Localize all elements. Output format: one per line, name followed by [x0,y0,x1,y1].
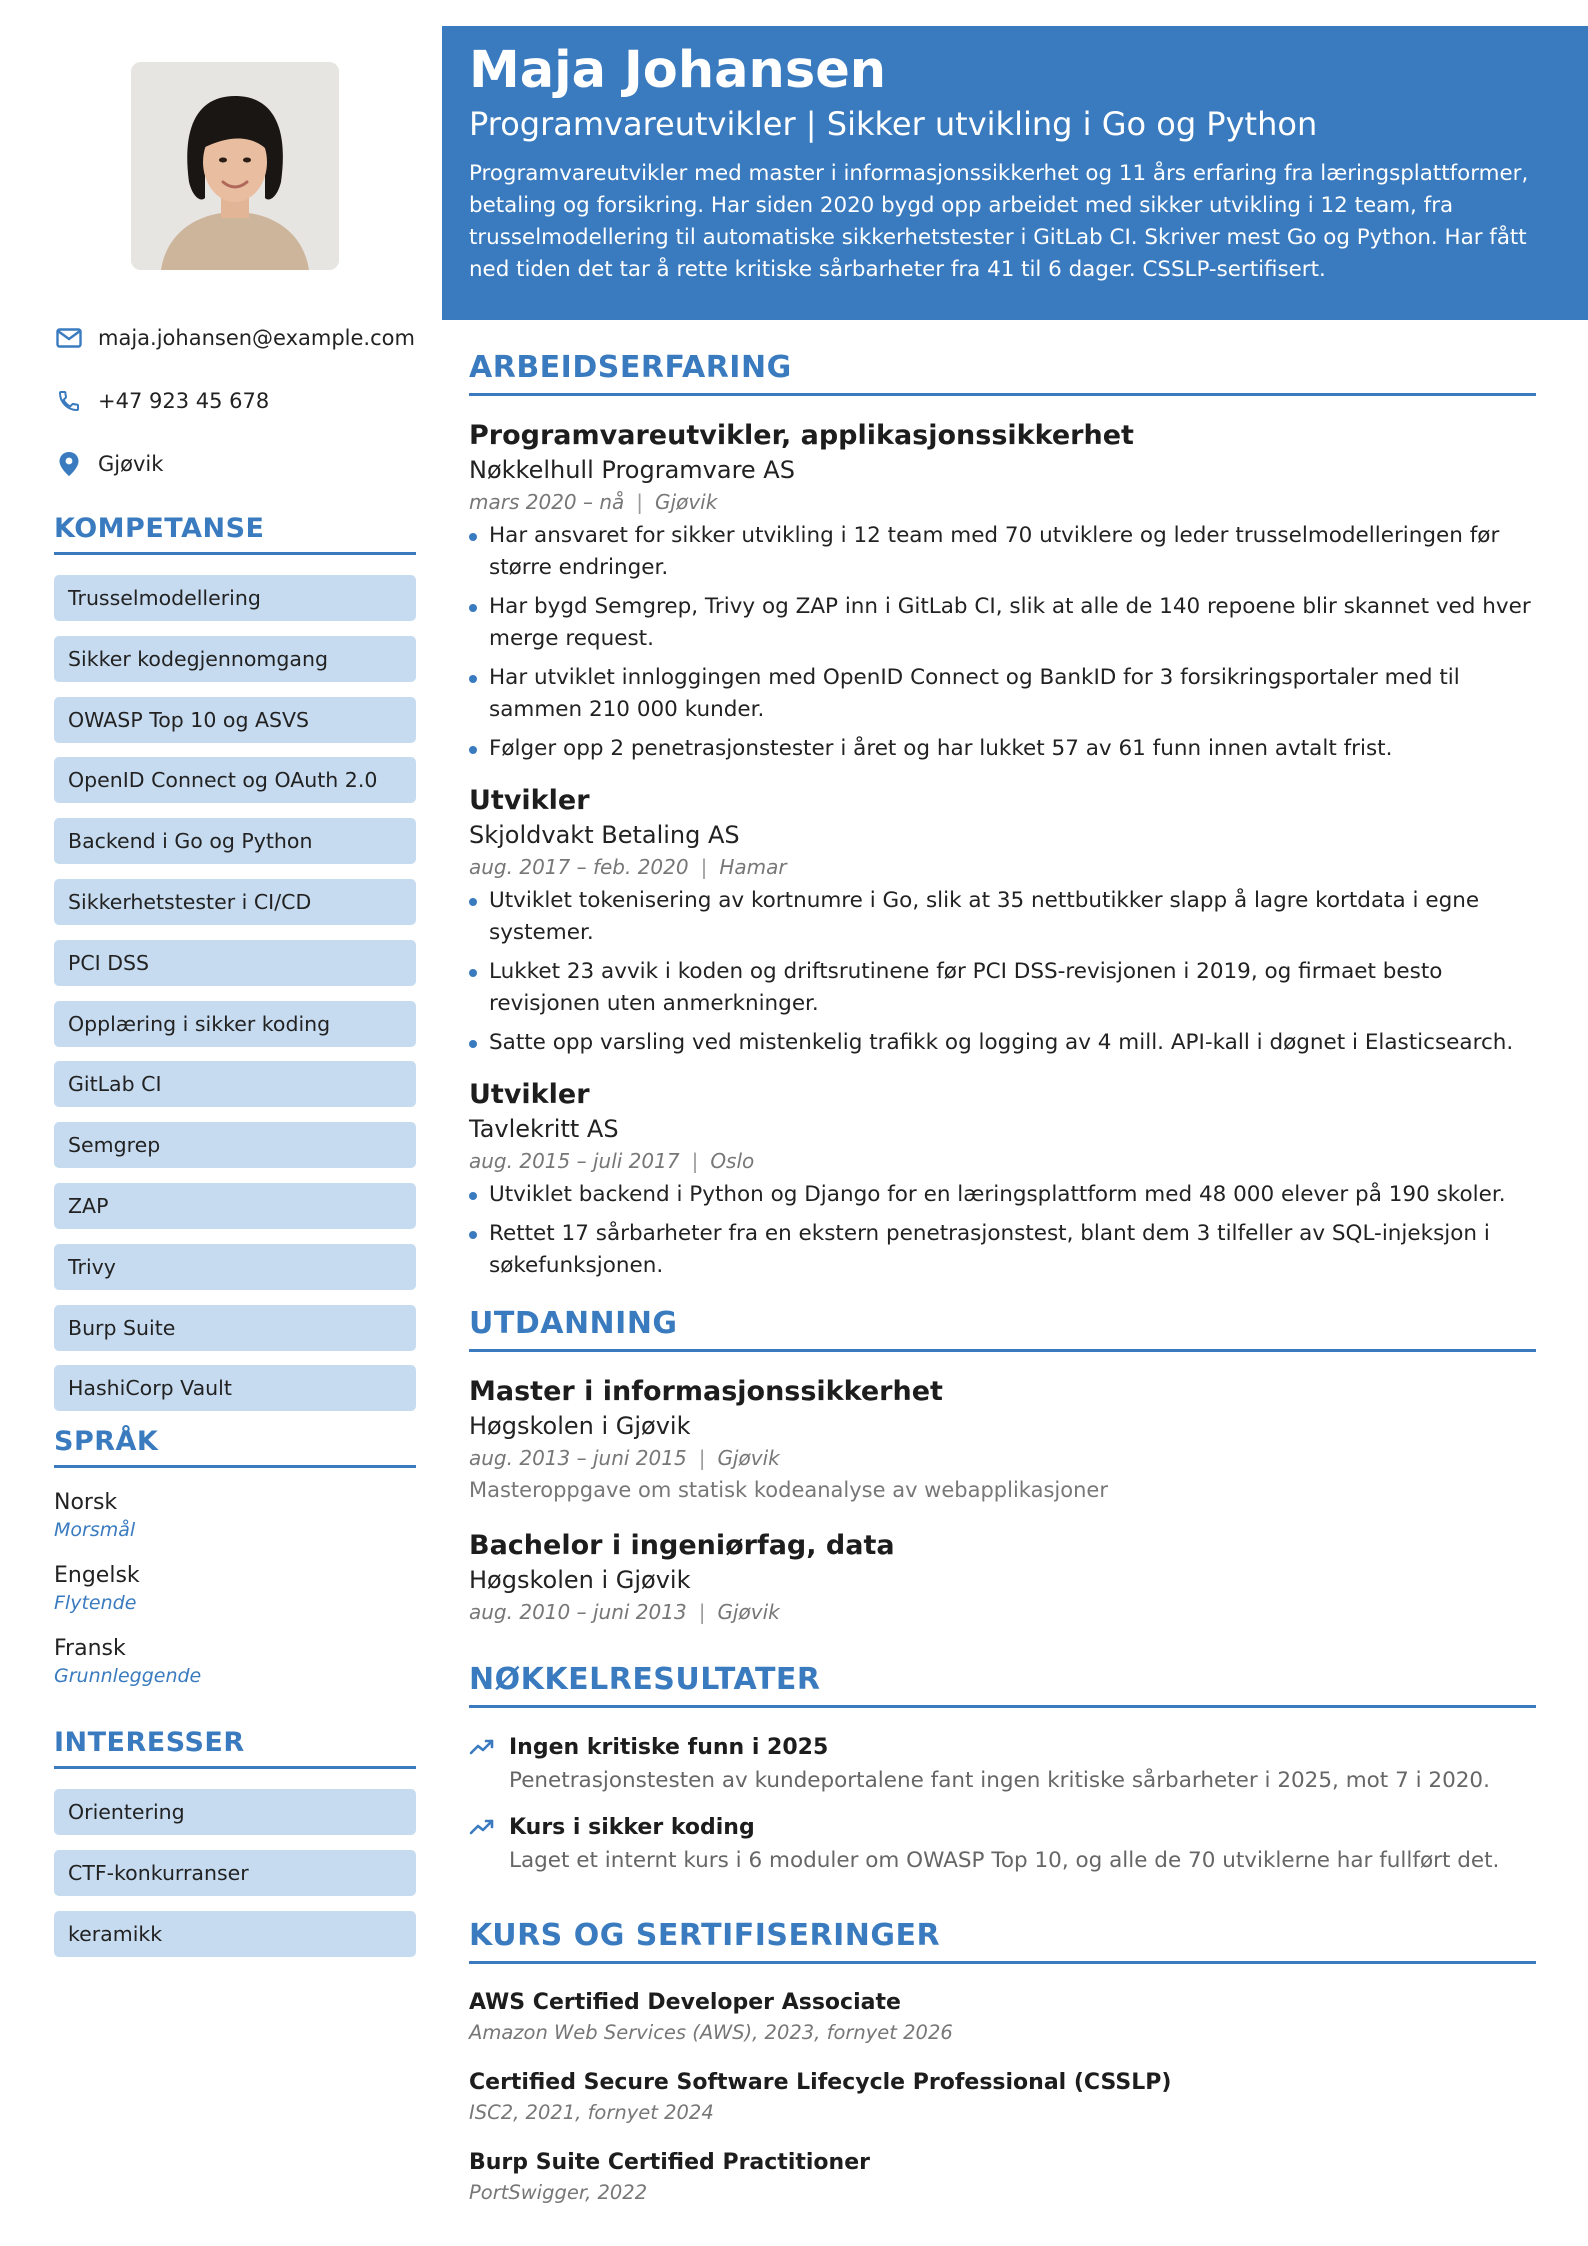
job-entry [469,418,1536,765]
language-level: Flytende [54,1592,137,1615]
job-bullet: Har ansvaret for sikker utvikling i 12 team med 70 utviklere og leder trusselmodelleringen før større endringer. [469,520,1536,584]
languages-heading: SPRÅK [54,1426,416,1468]
education-location: Gjøvik [717,1600,780,1624]
education-entry [469,1528,1536,1628]
job-entry [469,783,1536,1059]
job-title: Utvikler [469,1079,590,1110]
language-item [54,1490,416,1541]
result-title: Kurs i sikker koding [509,1815,755,1840]
certifications-heading: KURS OG SERTIFISERINGER [469,1918,1536,1964]
skill-chip: OpenID Connect og OAuth 2.0 [54,757,416,803]
contact-phone[interactable] [54,369,416,432]
job-bullet: Rettet 17 sårbarheter fra en ekstern penetrasjonstest, blant dem 3 tilfeller av SQL-injeksjon i søkefunksjonen. [469,1218,1536,1282]
education-meta [469,1596,1536,1628]
degree-title: Master i informasjonssikkerhet [469,1376,943,1407]
skill-chip: OWASP Top 10 og ASVS [54,697,416,743]
skill-chip: GitLab CI [54,1061,416,1107]
experience-section [469,350,1536,1282]
certification-meta: Amazon Web Services (AWS), 2023, fornyet 2026 [469,2021,953,2044]
certification-name: Certified Secure Software Lifecycle Professional (CSSLP) [469,2070,1172,2095]
certifications-section [469,1918,1536,2208]
skill-chip: Trusselmodellering [54,575,416,621]
job-bullet: Følger opp 2 penetrasjonstester i året og har lukket 57 av 61 funn innen avtalt frist. [469,733,1536,765]
job-period: mars 2020 – nå [469,490,625,514]
job-location: Oslo [710,1149,755,1173]
mail-icon [54,323,84,353]
meta-separator: | [698,1446,706,1470]
contact-location [54,432,416,495]
job-bullet: Har bygd Semgrep, Trivy og ZAP inn i GitLab CI, slik at alle de 140 repoene blir skannet ved hver merge request. [469,591,1536,655]
skills-heading: KOMPETANSE [54,513,416,555]
certification-name: AWS Certified Developer Associate [469,1990,901,2015]
result-item [469,1812,1536,1878]
phone-text: +47 923 45 678 [98,388,270,413]
job-period: aug. 2017 – feb. 2020 [469,855,689,879]
language-name: Engelsk [54,1563,140,1589]
key-results-heading: NØKKELRESULTATER [469,1662,1536,1708]
education-note: Masteroppgave om statisk kodeanalyse av webapplikasjoner [469,1478,1108,1502]
key-results-section [469,1662,1536,1878]
school-name: Høgskolen i Gjøvik [469,1412,691,1440]
sidebar [54,62,416,1972]
language-level: Grunnleggende [54,1665,202,1688]
meta-separator: | [636,490,644,514]
contact-email[interactable] [54,306,416,369]
skill-chip: Backend i Go og Python [54,818,416,864]
result-title: Ingen kritiske funn i 2025 [509,1735,829,1760]
job-company: Tavlekritt AS [469,1115,619,1143]
certification-meta: ISC2, 2021, fornyet 2024 [469,2101,714,2124]
profile-header [442,26,1588,320]
profile-photo [131,62,339,270]
education-period: aug. 2013 – juni 2015 [469,1446,687,1470]
main-content [469,350,1536,2208]
degree-title: Bachelor i ingeniørfag, data [469,1530,895,1561]
skill-chip: Burp Suite [54,1305,416,1351]
job-company: Nøkkelhull Programvare AS [469,456,795,484]
interests-list [54,1789,416,1957]
person-name: Maja Johansen [469,41,887,100]
certification-meta: PortSwigger, 2022 [469,2181,648,2204]
school-name: Høgskolen i Gjøvik [469,1566,691,1594]
skill-chip: Semgrep [54,1122,416,1168]
certification-item [469,1988,1536,2048]
job-bullets [469,885,1536,1059]
interest-chip: CTF-konkurranser [54,1850,416,1896]
result-item [469,1732,1536,1798]
result-text: Laget et internt kurs i 6 moduler om OWASP Top 10, og alle de 70 utviklerne har fullført det. [509,1848,1500,1873]
profile-summary: Programvareutvikler med master i informasjonssikkerhet og 11 års erfaring fra læringsplattformer, betaling og forsikring. Har siden 2020 bygd opp arbeidet med sikker utvikling i 12 team, fra trusselmodellering til automatiske sikkerhetstester i GitLab CI. Skriver mest Go og Python. Har fått ned tiden det tar å rette kritiske sårbarheter fra 41 til 6 dager. CSSLP-sertifisert. [469,161,1529,282]
language-item [54,1636,416,1687]
skill-chip: ZAP [54,1183,416,1229]
language-item [54,1563,416,1614]
language-name: Norsk [54,1490,118,1516]
meta-separator: | [700,855,708,879]
phone-icon [54,386,84,416]
location-pin-icon [54,449,84,479]
job-bullet: Satte opp varsling ved mistenkelig trafikk og logging av 4 mill. API-kall i døgnet i Elasticsearch. [469,1027,1536,1059]
job-meta [469,1145,1536,1177]
languages-list [54,1490,416,1687]
job-bullet: Lukket 23 avvik i koden og driftsrutinene før PCI DSS-revisjonen i 2019, og firmaet besto revisjonen uten anmerkninger. [469,956,1536,1020]
job-location: Hamar [719,855,787,879]
job-entry [469,1077,1536,1282]
job-bullets [469,1179,1536,1282]
skill-chip: Sikkerhetstester i CI/CD [54,879,416,925]
job-location: Gjøvik [655,490,718,514]
trending-up-icon [469,1812,509,1878]
job-period: aug. 2015 – juli 2017 [469,1149,680,1173]
education-heading: UTDANNING [469,1306,1536,1352]
certification-name: Burp Suite Certified Practitioner [469,2150,870,2175]
interests-heading: INTERESSER [54,1727,416,1769]
job-meta [469,851,1536,883]
job-title: Utvikler [469,785,590,816]
education-location: Gjøvik [717,1446,780,1470]
language-name: Fransk [54,1636,126,1662]
job-meta [469,486,1536,518]
education-period: aug. 2010 – juni 2013 [469,1600,687,1624]
skill-chip: HashiCorp Vault [54,1365,416,1411]
skill-chip: Sikker kodegjennomgang [54,636,416,682]
result-text: Penetrasjonstesten av kundeportalene fant ingen kritiske sårbarheter i 2025, mot 7 i 2020. [509,1768,1490,1793]
job-bullet: Utviklet backend i Python og Django for en læringsplattform med 48 000 elever på 190 skoler. [469,1179,1536,1211]
interest-chip: Orientering [54,1789,416,1835]
language-level: Morsmål [54,1519,136,1542]
skills-list [54,575,416,1411]
education-entry [469,1374,1536,1506]
skill-chip: PCI DSS [54,940,416,986]
education-section [469,1306,1536,1628]
job-title: Programvareutvikler, applikasjonssikkerhet [469,420,1134,451]
job-bullet: Utviklet tokenisering av kortnumre i Go, slik at 35 nettbutikker slapp å lagre kortdata i egne systemer. [469,885,1536,949]
job-bullet: Har utviklet innloggingen med OpenID Connect og BankID for 3 forsikringsportaler med til sammen 210 000 kunder. [469,662,1536,726]
certification-item [469,2068,1536,2128]
trending-up-icon [469,1732,509,1798]
email-text: maja.johansen@example.com [98,325,415,350]
meta-separator: | [691,1149,699,1173]
avatar-illustration [131,62,339,270]
education-meta [469,1442,1536,1474]
experience-heading: ARBEIDSERFARING [469,350,1536,396]
professional-title: Programvareutvikler | Sikker utvikling i Go og Python [469,105,1318,143]
meta-separator: | [698,1600,706,1624]
job-company: Skjoldvakt Betaling AS [469,821,740,849]
certification-item [469,2148,1536,2208]
job-bullets [469,520,1536,765]
skill-chip: Opplæring i sikker koding [54,1001,416,1047]
skill-chip: Trivy [54,1244,416,1290]
interest-chip: keramikk [54,1911,416,1957]
location-text: Gjøvik [98,451,164,476]
